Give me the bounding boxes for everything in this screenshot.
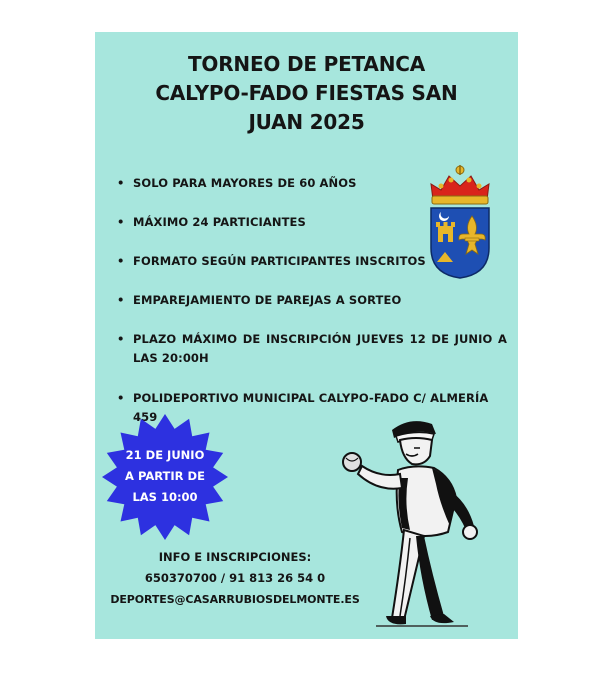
- date-badge-line-2: A PARTIR DE: [125, 469, 205, 483]
- date-badge-text: [100, 445, 230, 508]
- title-line-1: TORNEO DE PETANCA: [187, 52, 426, 76]
- date-badge-line-3: LAS 10:00: [132, 490, 198, 504]
- bullet-icon: •: [117, 176, 125, 190]
- poster-title: [95, 50, 518, 137]
- list-item: [117, 330, 507, 368]
- date-badge-line-1: 21 DE JUNIO: [125, 448, 205, 462]
- event-poster: [95, 32, 518, 639]
- bullet-icon: •: [117, 254, 125, 268]
- list-item: [117, 252, 426, 271]
- list-item-text: MÁXIMO 24 PARTICIANTES: [133, 215, 306, 229]
- bullet-icon: •: [117, 332, 125, 346]
- list-item: [117, 291, 401, 310]
- bullet-icon: •: [117, 215, 125, 229]
- list-item-text: SOLO PARA MAYORES DE 60 AÑOS: [133, 176, 357, 190]
- list-item: [117, 174, 357, 193]
- contact-phones: 650370700 / 91 813 26 54 0: [144, 571, 326, 585]
- list-item-text: PLAZO MÁXIMO DE INSCRIPCIÓN JUEVES 12 DE JUNIO A LAS 20:00H: [133, 332, 507, 365]
- list-item-text: EMPAREJAMIENTO DE PAREJAS A SORTEO: [133, 293, 402, 307]
- bullet-icon: •: [117, 293, 125, 307]
- bullet-icon: •: [117, 391, 125, 405]
- list-item-text: FORMATO SEGÚN PARTICIPANTES INSCRITOS: [133, 254, 426, 268]
- contact-email: DEPORTES@CASARRUBIOSDELMONTE.ES: [110, 593, 360, 606]
- title-line-3: JUAN 2025: [248, 110, 365, 134]
- petanque-player-illustration: [340, 408, 490, 630]
- title-line-2: CALYPO-FADO FIESTAS SAN: [155, 81, 458, 105]
- list-item-text: POLIDEPORTIVO MUNICIPAL CALYPO-FADO C/ ALMERÍA 459: [133, 391, 489, 424]
- contact-heading: INFO E INSCRIPCIONES:: [158, 550, 312, 564]
- list-item: [117, 213, 306, 232]
- coat-of-arms-icon: [425, 162, 495, 280]
- contact-info: [95, 547, 375, 610]
